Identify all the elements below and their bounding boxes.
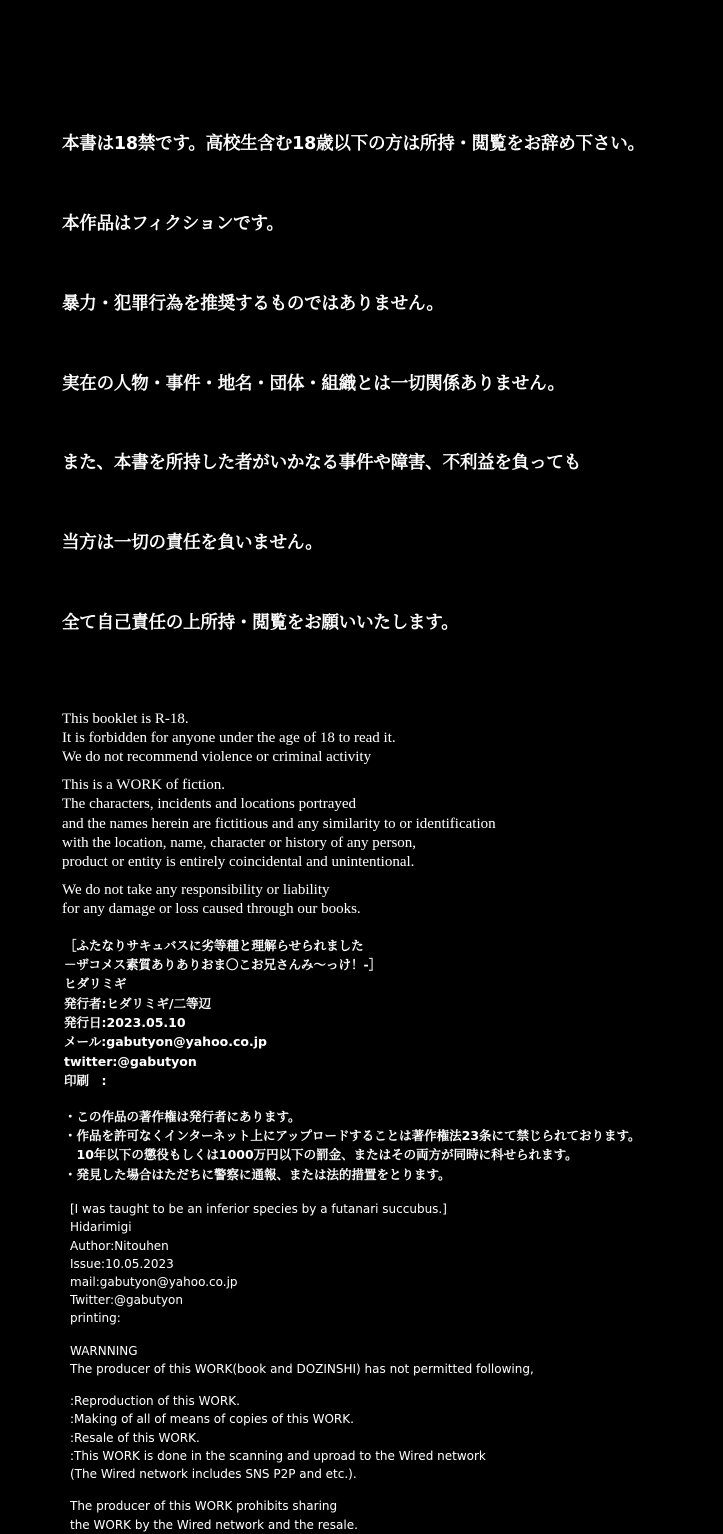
warning-list-item: :Making of all of means of copies of this WORK.	[70, 1412, 354, 1427]
english-printing: printing:	[70, 1311, 121, 1326]
credits-title-line: ［ふたなりサキュバスに劣等種と理解らせられました	[64, 937, 364, 953]
english-disclaimer-line: with the location, name, character or history of any person,	[62, 834, 417, 851]
english-disclaimer-paragraph	[62, 881, 662, 919]
copyright-note: ・作品を許可なくインターネット上にアップロードすることは著作権法23条にて禁じられております。	[64, 1127, 641, 1143]
english-issue-date: Issue:10.05.2023	[70, 1256, 174, 1271]
english-disclaimer-paragraph	[62, 710, 662, 768]
japanese-copyright-notes	[62, 1107, 662, 1185]
english-disclaimer-paragraph	[62, 776, 662, 872]
credits-publisher: 発行者:ヒダリミギ/二等辺	[64, 995, 212, 1011]
english-warning-header	[70, 1342, 662, 1378]
english-mail: mail:gabutyon@yahoo.co.jp	[70, 1274, 238, 1289]
credits-issue-date: 発行日:2023.05.10	[64, 1015, 186, 1031]
english-credits	[70, 1200, 662, 1328]
english-disclaimer	[62, 710, 662, 920]
credits-mail: メール:gabutyon@yahoo.co.jp	[64, 1034, 267, 1050]
japanese-credits	[62, 936, 662, 1091]
credits-title-line: －ザコメス素質ありありおま〇こお兄さんみ～っけ！-］	[64, 956, 382, 972]
jp-warning-line: 全て自己責任の上所持・閲覧をお願いいたします。	[62, 612, 459, 633]
colophon-content	[62, 78, 662, 1534]
credits-twitter: twitter:@gabutyon	[64, 1053, 197, 1069]
english-disclaimer-line: We do not take any responsibility or liability	[62, 882, 330, 899]
warning-heading: WARNNING	[70, 1343, 138, 1358]
english-twitter: Twitter:@gabutyon	[70, 1293, 183, 1308]
english-warning-tail	[70, 1497, 662, 1533]
english-author: Author:Nitouhen	[70, 1238, 169, 1253]
warning-tail-line: the WORK by the Wired network and the resale.	[70, 1517, 358, 1532]
copyright-note: 10年以下の懲役もしくは1000万円以下の罰金、またはその両方が同時に科せられます。	[64, 1147, 578, 1163]
copyright-note: ・この作品の著作権は発行者にあります。	[64, 1108, 301, 1124]
credits-printing: 印刷 :	[64, 1073, 107, 1089]
jp-warning-line: 暴力・犯罪行為を推奨するものではありません。	[62, 293, 444, 314]
english-disclaimer-line: We do not recommend violence or criminal activity	[62, 749, 372, 766]
jp-warning-line: また、本書を所持した者がいかなる事件や障害、不利益を負っても	[62, 453, 581, 474]
english-disclaimer-line: product or entity is entirely coincidental and unintentional.	[62, 853, 415, 870]
english-colophon	[62, 1200, 662, 1534]
english-disclaimer-line: The characters, incidents and locations portrayed	[62, 796, 357, 813]
warning-list-item: :Reproduction of this WORK.	[70, 1394, 240, 1409]
jp-warning-line: 実在の人物・事件・地名・団体・組織とは一切関係ありません。	[62, 373, 565, 394]
jp-warning-line: 本書は18禁です。高校生含む18歳以下の方は所持・閲覧をお辞め下さい。	[62, 134, 645, 155]
credits-circle: ヒダリミギ	[64, 976, 127, 992]
warning-list-item: :This WORK is done in the scanning and uproad to the Wired network	[70, 1448, 486, 1463]
warning-tail-line: The producer of this WORK prohibits sharing	[70, 1499, 338, 1514]
warning-list-item: (The Wired network includes SNS P2P and etc.).	[70, 1467, 357, 1482]
english-title: [I was taught to be an inferior species by a futanari succubus.]	[70, 1202, 447, 1217]
warning-subheading: The producer of this WORK(book and DOZINSHI) has not permitted following,	[70, 1361, 534, 1376]
english-warning-list	[70, 1392, 662, 1483]
jp-warning-line: 当方は一切の責任を負いません。	[62, 533, 323, 554]
english-disclaimer-line: and the names herein are fictitious and any similarity to or identification	[62, 815, 496, 832]
copyright-note: ・発見した場合はただちに警察に通報、または法的措置をとります。	[64, 1166, 451, 1182]
english-disclaimer-line: This booklet is R-18.	[62, 710, 189, 727]
warning-list-item: :Resale of this WORK.	[70, 1430, 200, 1445]
english-circle: Hidarimigi	[70, 1220, 132, 1235]
english-disclaimer-line: for any damage or loss caused through our books.	[62, 901, 361, 918]
jp-warning-line: 本作品はフィクションです。	[62, 213, 284, 234]
english-disclaimer-line: This is a WORK of fiction.	[62, 777, 226, 794]
japanese-age-warning	[62, 78, 662, 690]
english-disclaimer-line: It is forbidden for anyone under the age of 18 to read it.	[62, 729, 396, 746]
